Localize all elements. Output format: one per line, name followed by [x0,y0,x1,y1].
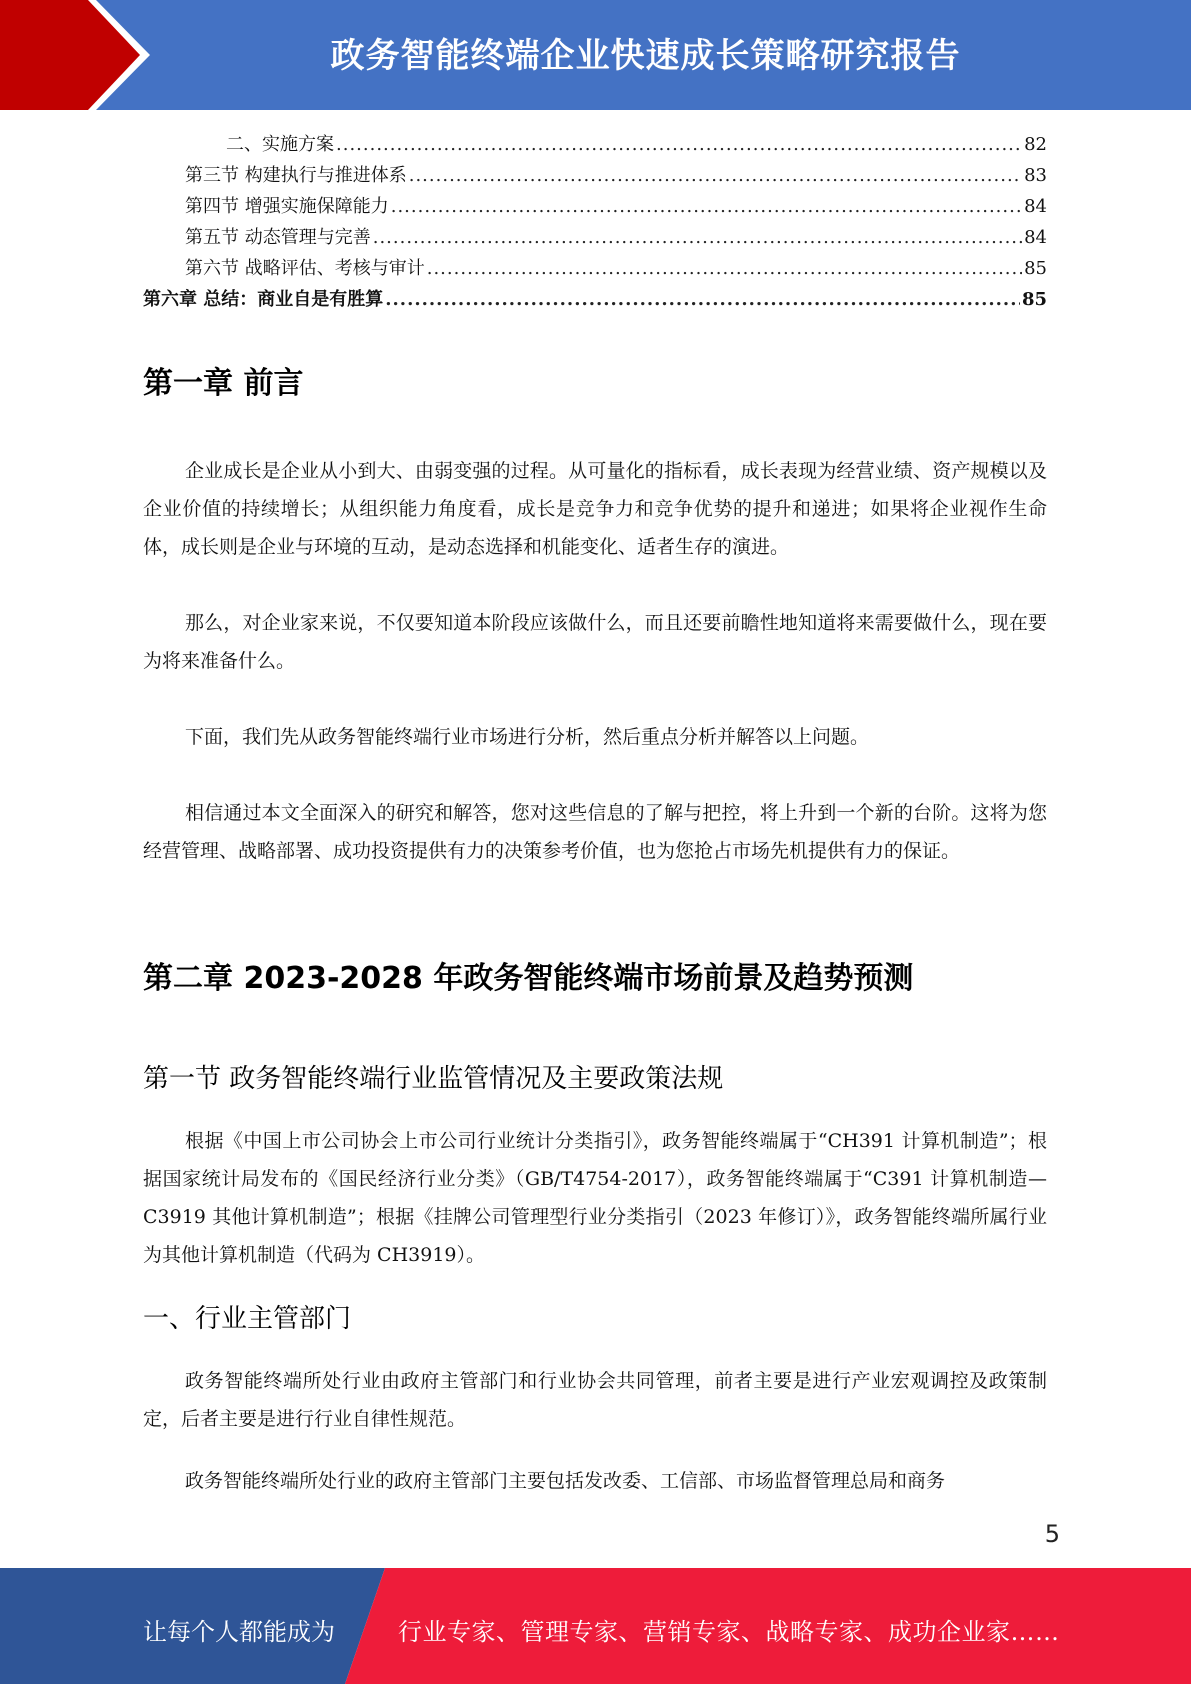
chapter-1-paragraph-2: 那么，对企业家来说，不仅要知道本阶段应该做什么，而且还要前瞻性地知道将来需要做什么，现在要为将来准备什么。 [143,612,1047,672]
page-number: 5 [1044,1520,1060,1548]
toc-entry[interactable] [143,192,1047,223]
footer-slogan-left: 让每个人都能成为 [143,1618,335,1646]
section-1-paragraph: 根据《中国上市公司协会上市公司行业统计分类指引》，政务智能终端属于“CH391 计算机制造”；根据国家统计局发布的《国民经济行业分类》（GB/T4754-2017），政务智能终端属于“C391 计算机制造—C3919 其他计算机制造”；根据《挂牌公司管理型行业分类指引（2023 年修订）》，政务智能终端所属行业为其他计算机制造（代码为 CH3919）。 [143,1130,1047,1266]
toc-entry-page: 83 [1024,165,1047,186]
page-header [0,0,1191,110]
toc-entry-title: 二、实施方案 [226,134,334,155]
toc-leader-dots [427,258,1022,279]
toc-entry-page: 84 [1024,227,1047,248]
subsection-1-paragraph-1: 政务智能终端所处行业由政府主管部门和行业协会共同管理，前者主要是进行产业宏观调控及政策制定，后者主要是进行行业自律性规范。 [143,1370,1047,1430]
toc-entry[interactable] [143,285,1047,316]
chapter-1-paragraph-1: 企业成长是企业从小到大、由弱变强的过程。从可量化的指标看，成长表现为经营业绩、资产规模以及企业价值的持续增长；从组织能力角度看，成长是竞争力和竞争优势的提升和递进；如果将企业视作生命体，成长则是企业与环境的互动，是动态选择和机能变化、适者生存的演进。 [143,460,1047,558]
chapter-1-heading: 第一章 前言 [143,366,304,401]
chapter-2-heading: 第二章 2023-2028 年政务智能终端市场前景及趋势预测 [143,961,914,996]
toc-entry[interactable] [143,254,1047,285]
section-1-heading: 第一节 政务智能终端行业监管情况及主要政策法规 [143,1064,724,1094]
report-title: 政务智能终端企业快速成长策略研究报告 [330,36,961,76]
toc-entry-title: 第五节 动态管理与完善 [185,227,371,248]
table-of-contents [143,130,1047,316]
toc-entry-title: 第六节 战略评估、考核与审计 [185,258,425,279]
page-footer [0,1568,1191,1684]
toc-entry-title: 第三节 构建执行与推进体系 [185,165,407,186]
footer-slogan-right: 行业专家、管理专家、营销专家、战略专家、成功企业家…… [398,1618,1060,1646]
toc-leader-dots [336,134,1022,155]
toc-leader-dots [373,227,1022,248]
chapter-1-paragraph-3: 下面，我们先从政务智能终端行业市场进行分析，然后重点分析并解答以上问题。 [185,726,870,748]
toc-entry[interactable] [143,161,1047,192]
toc-entry-page: 85 [1021,289,1047,310]
toc-entry-page: 85 [1024,258,1047,279]
toc-entry-page: 84 [1024,196,1047,217]
toc-leader-dots [391,196,1022,217]
toc-entry-title: 第六章 总结：商业自是有胜算 [143,289,384,310]
toc-entry-title: 第四节 增强实施保障能力 [185,196,389,217]
toc-entry-page: 82 [1024,134,1047,155]
subsection-1-paragraph-2: 政务智能终端所处行业的政府主管部门主要包括发改委、工信部、市场监督管理总局和商务 [185,1470,946,1492]
toc-leader-dots [409,165,1022,186]
toc-entry[interactable] [143,130,1047,161]
toc-entry[interactable] [143,223,1047,254]
chapter-1-paragraph-4: 相信通过本文全面深入的研究和解答，您对这些信息的了解与把控，将上升到一个新的台阶。这将为您经营管理、战略部署、成功投资提供有力的决策参考价值，也为您抢占市场先机提供有力的保证。 [143,802,1047,862]
subsection-1-heading: 一、行业主管部门 [143,1304,352,1334]
toc-leader-dots [385,289,1020,310]
